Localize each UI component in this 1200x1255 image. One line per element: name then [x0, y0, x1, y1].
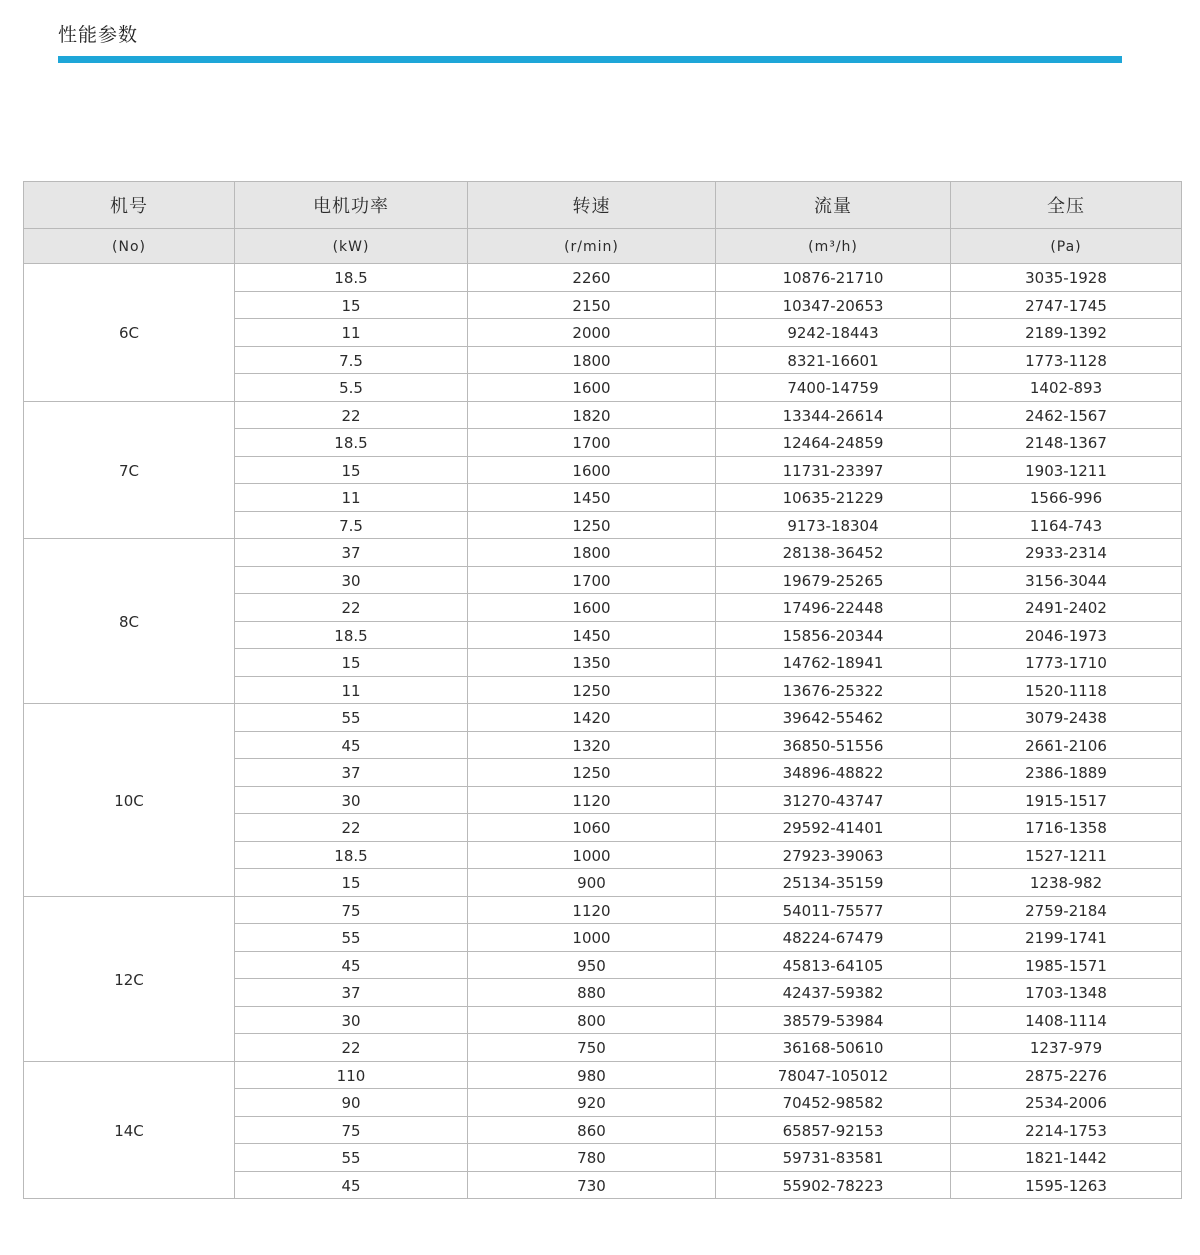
- speed-cell: 1820: [468, 401, 716, 429]
- speed-cell: 1600: [468, 374, 716, 402]
- unit-pressure: (Pa): [951, 229, 1182, 264]
- pressure-cell: 3035-1928: [951, 264, 1182, 292]
- unit-flow: (m³/h): [716, 229, 951, 264]
- table-row: [24, 896, 1182, 924]
- power-cell: 45: [235, 951, 468, 979]
- model-cell: 6C: [24, 264, 235, 402]
- flow-cell: 10635-21229: [716, 484, 951, 512]
- power-cell: 90: [235, 1089, 468, 1117]
- flow-cell: 34896-48822: [716, 759, 951, 787]
- speed-cell: 980: [468, 1061, 716, 1089]
- flow-cell: 29592-41401: [716, 814, 951, 842]
- power-cell: 11: [235, 484, 468, 512]
- flow-cell: 65857-92153: [716, 1116, 951, 1144]
- model-cell: 12C: [24, 896, 235, 1061]
- flow-cell: 10876-21710: [716, 264, 951, 292]
- pressure-cell: 2148-1367: [951, 429, 1182, 457]
- power-cell: 15: [235, 649, 468, 677]
- flow-cell: 14762-18941: [716, 649, 951, 677]
- pressure-cell: 1903-1211: [951, 456, 1182, 484]
- pressure-cell: 1237-979: [951, 1034, 1182, 1062]
- flow-cell: 9173-18304: [716, 511, 951, 539]
- power-cell: 55: [235, 1144, 468, 1172]
- pressure-cell: 2747-1745: [951, 291, 1182, 319]
- pressure-cell: 2189-1392: [951, 319, 1182, 347]
- table-row: [24, 704, 1182, 732]
- pressure-cell: 1703-1348: [951, 979, 1182, 1007]
- power-cell: 110: [235, 1061, 468, 1089]
- pressure-cell: 1527-1211: [951, 841, 1182, 869]
- power-cell: 15: [235, 291, 468, 319]
- pressure-cell: 1566-996: [951, 484, 1182, 512]
- pressure-cell: 2199-1741: [951, 924, 1182, 952]
- flow-cell: 31270-43747: [716, 786, 951, 814]
- pressure-cell: 2046-1973: [951, 621, 1182, 649]
- pressure-cell: 1985-1571: [951, 951, 1182, 979]
- pressure-cell: 2214-1753: [951, 1116, 1182, 1144]
- table-body: [24, 264, 1182, 1199]
- pressure-cell: 2534-2006: [951, 1089, 1182, 1117]
- power-cell: 45: [235, 731, 468, 759]
- power-cell: 11: [235, 676, 468, 704]
- flow-cell: 27923-39063: [716, 841, 951, 869]
- unit-row: [24, 229, 1182, 264]
- flow-cell: 59731-83581: [716, 1144, 951, 1172]
- speed-cell: 860: [468, 1116, 716, 1144]
- flow-cell: 8321-16601: [716, 346, 951, 374]
- power-cell: 11: [235, 319, 468, 347]
- power-cell: 22: [235, 594, 468, 622]
- flow-cell: 48224-67479: [716, 924, 951, 952]
- power-cell: 37: [235, 759, 468, 787]
- speed-cell: 1600: [468, 456, 716, 484]
- pressure-cell: 3156-3044: [951, 566, 1182, 594]
- pressure-cell: 2386-1889: [951, 759, 1182, 787]
- speed-cell: 2260: [468, 264, 716, 292]
- speed-cell: 1450: [468, 484, 716, 512]
- pressure-cell: 2462-1567: [951, 401, 1182, 429]
- speed-cell: 1700: [468, 566, 716, 594]
- pressure-cell: 1164-743: [951, 511, 1182, 539]
- power-cell: 75: [235, 1116, 468, 1144]
- title-divider: [58, 56, 1122, 63]
- flow-cell: 15856-20344: [716, 621, 951, 649]
- flow-cell: 36850-51556: [716, 731, 951, 759]
- speed-cell: 1000: [468, 924, 716, 952]
- model-cell: 8C: [24, 539, 235, 704]
- power-cell: 30: [235, 786, 468, 814]
- pressure-cell: 2491-2402: [951, 594, 1182, 622]
- speed-cell: 1320: [468, 731, 716, 759]
- power-cell: 7.5: [235, 346, 468, 374]
- flow-cell: 78047-105012: [716, 1061, 951, 1089]
- table-row: [24, 1061, 1182, 1089]
- pressure-cell: 1595-1263: [951, 1171, 1182, 1199]
- speed-cell: 920: [468, 1089, 716, 1117]
- speed-cell: 1800: [468, 346, 716, 374]
- pressure-cell: 1915-1517: [951, 786, 1182, 814]
- power-cell: 22: [235, 814, 468, 842]
- power-cell: 15: [235, 456, 468, 484]
- flow-cell: 11731-23397: [716, 456, 951, 484]
- power-cell: 45: [235, 1171, 468, 1199]
- power-cell: 37: [235, 979, 468, 1007]
- section-title: 性能参数: [58, 24, 139, 46]
- pressure-cell: 2661-2106: [951, 731, 1182, 759]
- power-cell: 18.5: [235, 621, 468, 649]
- speed-cell: 1000: [468, 841, 716, 869]
- speed-cell: 1350: [468, 649, 716, 677]
- power-cell: 15: [235, 869, 468, 897]
- speed-cell: 780: [468, 1144, 716, 1172]
- pressure-cell: 1716-1358: [951, 814, 1182, 842]
- speed-cell: 1600: [468, 594, 716, 622]
- pressure-cell: 1238-982: [951, 869, 1182, 897]
- unit-model: (No): [24, 229, 235, 264]
- speed-cell: 730: [468, 1171, 716, 1199]
- pressure-cell: 1402-893: [951, 374, 1182, 402]
- pressure-cell: 3079-2438: [951, 704, 1182, 732]
- flow-cell: 19679-25265: [716, 566, 951, 594]
- flow-cell: 17496-22448: [716, 594, 951, 622]
- power-cell: 55: [235, 924, 468, 952]
- speed-cell: 1250: [468, 511, 716, 539]
- table-row: [24, 539, 1182, 567]
- flow-cell: 45813-64105: [716, 951, 951, 979]
- power-cell: 37: [235, 539, 468, 567]
- flow-cell: 10347-20653: [716, 291, 951, 319]
- speed-cell: 900: [468, 869, 716, 897]
- flow-cell: 70452-98582: [716, 1089, 951, 1117]
- pressure-cell: 1773-1710: [951, 649, 1182, 677]
- flow-cell: 42437-59382: [716, 979, 951, 1007]
- flow-cell: 25134-35159: [716, 869, 951, 897]
- flow-cell: 55902-78223: [716, 1171, 951, 1199]
- power-cell: 18.5: [235, 841, 468, 869]
- speed-cell: 1450: [468, 621, 716, 649]
- speed-cell: 880: [468, 979, 716, 1007]
- speed-cell: 750: [468, 1034, 716, 1062]
- header-row: [24, 182, 1182, 229]
- flow-cell: 39642-55462: [716, 704, 951, 732]
- speed-cell: 1120: [468, 786, 716, 814]
- header-model: 机号: [24, 182, 235, 229]
- power-cell: 55: [235, 704, 468, 732]
- speed-cell: 1250: [468, 759, 716, 787]
- flow-cell: 36168-50610: [716, 1034, 951, 1062]
- flow-cell: 7400-14759: [716, 374, 951, 402]
- table-row: [24, 264, 1182, 292]
- power-cell: 30: [235, 566, 468, 594]
- pressure-cell: 2875-2276: [951, 1061, 1182, 1089]
- model-cell: 10C: [24, 704, 235, 897]
- pressure-cell: 1520-1118: [951, 676, 1182, 704]
- flow-cell: 38579-53984: [716, 1006, 951, 1034]
- flow-cell: 12464-24859: [716, 429, 951, 457]
- power-cell: 30: [235, 1006, 468, 1034]
- pressure-cell: 1773-1128: [951, 346, 1182, 374]
- pressure-cell: 1408-1114: [951, 1006, 1182, 1034]
- power-cell: 22: [235, 401, 468, 429]
- header-speed: 转速: [468, 182, 716, 229]
- power-cell: 7.5: [235, 511, 468, 539]
- speed-cell: 1120: [468, 896, 716, 924]
- header-pressure: 全压: [951, 182, 1182, 229]
- speed-cell: 1420: [468, 704, 716, 732]
- power-cell: 75: [235, 896, 468, 924]
- speed-cell: 1060: [468, 814, 716, 842]
- flow-cell: 54011-75577: [716, 896, 951, 924]
- performance-table: [23, 181, 1182, 1199]
- header-power: 电机功率: [235, 182, 468, 229]
- model-cell: 14C: [24, 1061, 235, 1199]
- pressure-cell: 1821-1442: [951, 1144, 1182, 1172]
- speed-cell: 950: [468, 951, 716, 979]
- power-cell: 22: [235, 1034, 468, 1062]
- speed-cell: 2000: [468, 319, 716, 347]
- pressure-cell: 2933-2314: [951, 539, 1182, 567]
- speed-cell: 2150: [468, 291, 716, 319]
- speed-cell: 1800: [468, 539, 716, 567]
- power-cell: 5.5: [235, 374, 468, 402]
- speed-cell: 1250: [468, 676, 716, 704]
- unit-power: (kW): [235, 229, 468, 264]
- flow-cell: 13676-25322: [716, 676, 951, 704]
- speed-cell: 800: [468, 1006, 716, 1034]
- model-cell: 7C: [24, 401, 235, 539]
- flow-cell: 9242-18443: [716, 319, 951, 347]
- power-cell: 18.5: [235, 264, 468, 292]
- header-flow: 流量: [716, 182, 951, 229]
- speed-cell: 1700: [468, 429, 716, 457]
- flow-cell: 28138-36452: [716, 539, 951, 567]
- pressure-cell: 2759-2184: [951, 896, 1182, 924]
- flow-cell: 13344-26614: [716, 401, 951, 429]
- table-row: [24, 401, 1182, 429]
- unit-speed: (r/min): [468, 229, 716, 264]
- power-cell: 18.5: [235, 429, 468, 457]
